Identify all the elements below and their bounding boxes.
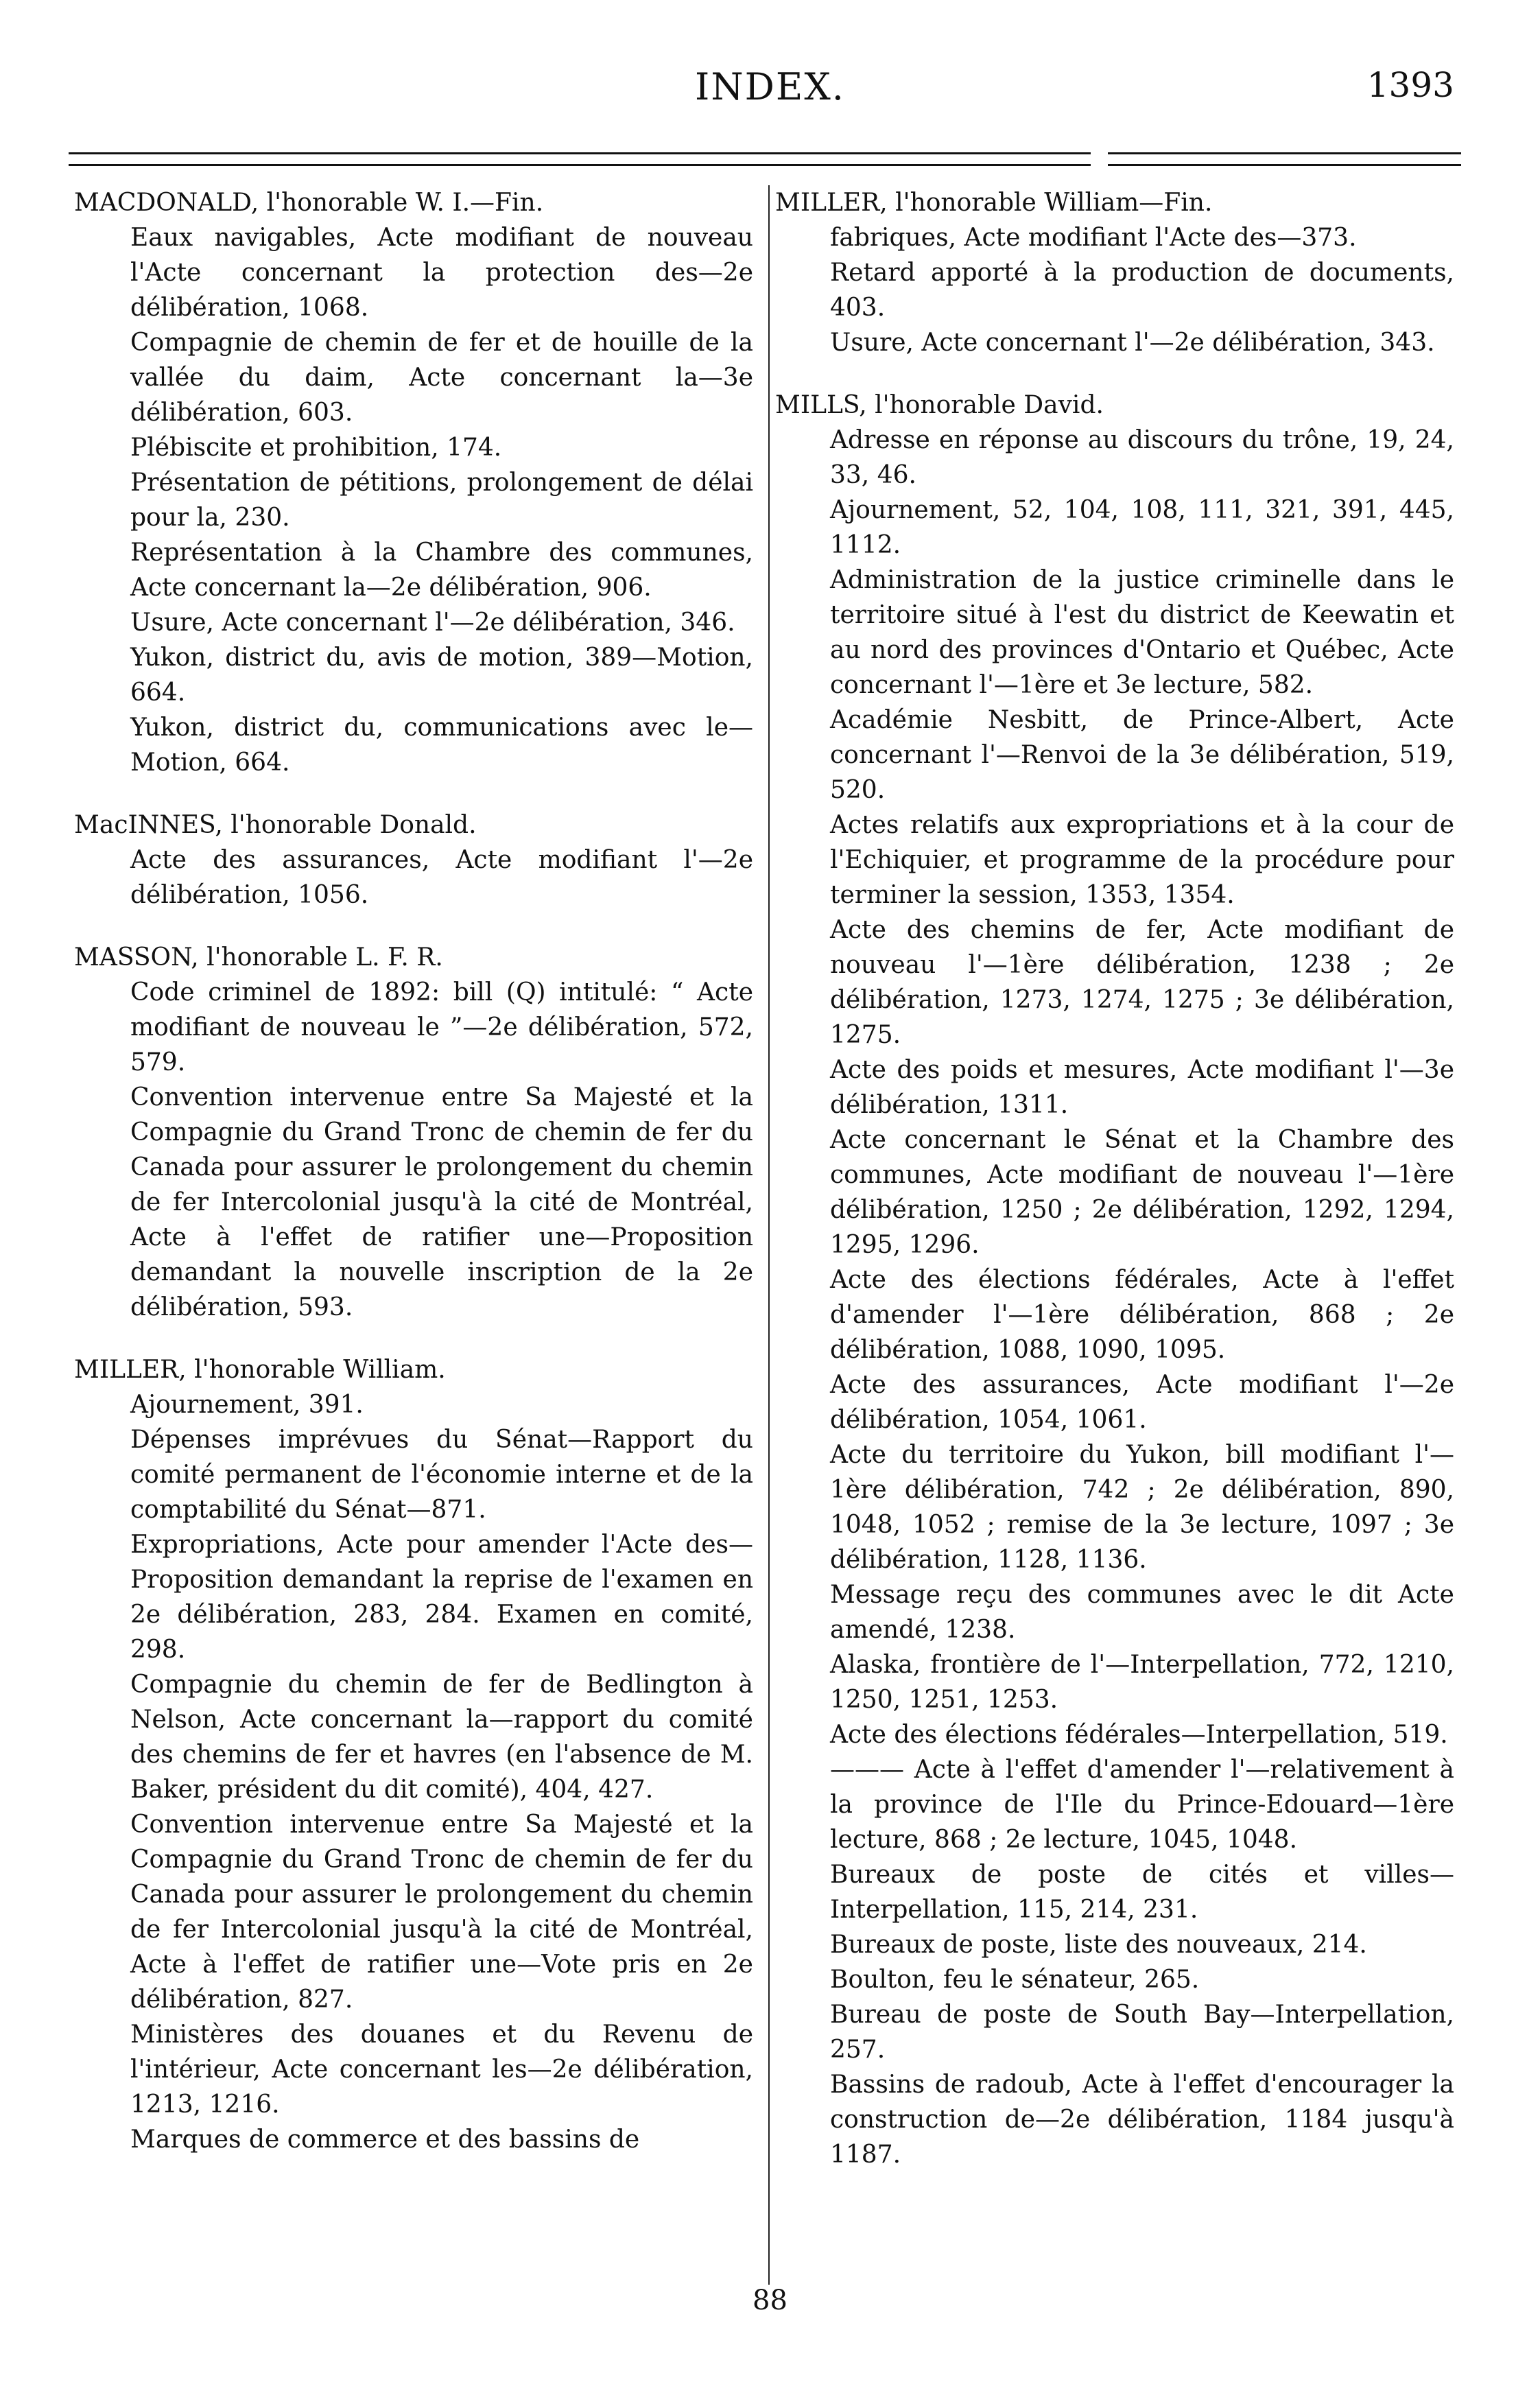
- entry-item: Représentation à la Chambre des communes, Acte concernant la—2e délibération, 906.: [130, 539, 753, 602]
- entry-name: MILLER, l'honorable William—Fin.: [775, 189, 1213, 217]
- header-rule-left: [69, 152, 1091, 166]
- entry-name: MILLS, l'honorable David.: [775, 391, 1104, 419]
- entry-item: Présentation de pétitions, prolongement de délai pour la, 230.: [130, 469, 753, 532]
- entry-item: Convention intervenue entre Sa Majesté et la Compagnie du Grand Tronc de chemin de fer du Canada pour assurer le prolongement du chemin de fer Intercolonial jusqu'à la cité de Montréal, Acte à l'effet de ratifier une—Proposition demandant la nouvelle inscription de la 2e délibération, 593.: [130, 1083, 753, 1321]
- entry-item: Acte du territoire du Yukon, bill modifiant l'—1ère délibération, 742 ; 2e délibération, 890, 1048, 1052 ; remise de la 3e lecture, 1097 ; 3e délibération, 1128, 1136.: [830, 1441, 1454, 1574]
- entry-item: Acte des chemins de fer, Acte modifiant de nouveau l'—1ère délibération, 1238 ; 2e délibération, 1273, 1274, 1275 ; 3e délibération, 1275.: [830, 916, 1454, 1049]
- entry-name: MACDONALD, l'honorable W. I.—Fin.: [74, 189, 544, 217]
- entry-item: ——— Acte à l'effet d'amender l'—relativement à la province de l'Ile du Prince-Edouard—1ère lecture, 868 ; 2e lecture, 1045, 1048.: [830, 1756, 1454, 1854]
- entry-item: Administration de la justice criminelle dans le territoire situé à l'est du district de Keewatin et au nord des provinces d'Ontario et Québec, Acte concernant l'—1ère et 3e lecture, 582.: [830, 566, 1454, 699]
- entry-item: Académie Nesbitt, de Prince-Albert, Acte concernant l'—Renvoi de la 3e délibération, 519, 520.: [830, 706, 1454, 804]
- entry-item: Compagnie du chemin de fer de Bedlington à Nelson, Acte concernant la—rapport du comité des chemins de fer et havres (en l'absence de M. Baker, président du dit comité), 404, 427.: [130, 1671, 753, 1804]
- index-entry: [74, 808, 753, 912]
- entry-item: Adresse en réponse au discours du trône, 19, 24, 33, 46.: [830, 426, 1454, 489]
- entry-item: Acte des assurances, Acte modifiant l'—2e délibération, 1054, 1061.: [830, 1371, 1454, 1434]
- column-divider: [768, 185, 770, 2285]
- index-entry: [775, 388, 1454, 2172]
- entry-item: Dépenses imprévues du Sénat—Rapport du comité permanent de l'économie interne et de la comptabilité du Sénat—871.: [130, 1426, 753, 1524]
- index-entry: [775, 185, 1454, 360]
- entry-item: Marques de commerce et des bassins de: [130, 2126, 640, 2154]
- index-entry: [74, 1352, 753, 2157]
- entry-item: Alaska, frontière de l'—Interpellation, 772, 1210, 1250, 1251, 1253.: [830, 1651, 1454, 1714]
- index-entry: [74, 940, 753, 1325]
- entry-item: Expropriations, Acte pour amender l'Acte des—Proposition demandant la reprise de l'examen en 2e délibération, 283, 284. Examen en comité, 298.: [130, 1531, 753, 1664]
- entry-item: Retard apporté à la production de documents, 403.: [830, 259, 1454, 322]
- entry-item: Usure, Acte concernant l'—2e délibération, 343.: [830, 329, 1435, 357]
- entry-item: Code criminel de 1892: bill (Q) intitulé: “ Acte modifiant de nouveau le ”—2e délibération, 572, 579.: [130, 978, 753, 1076]
- entry-item: Yukon, district du, avis de motion, 389—Motion, 664.: [130, 644, 753, 707]
- page-title: INDEX.: [695, 65, 845, 108]
- entry-item: Acte des élections fédérales—Interpellation, 519.: [830, 1721, 1448, 1749]
- entry-item: Compagnie de chemin de fer et de houille de la vallée du daim, Acte concernant la—3e délibération, 603.: [130, 329, 753, 427]
- entry-item: Convention intervenue entre Sa Majesté et la Compagnie du Grand Tronc de chemin de fer du Canada pour assurer le prolongement du chemin de fer Intercolonial jusqu'à la cité de Montréal, Acte à l'effet de ratifier une—Vote pris en 2e délibération, 827.: [130, 1811, 753, 2014]
- entry-item: Ministères des douanes et du Revenu de l'intérieur, Acte concernant les—2e délibération, 1213, 1216.: [130, 2021, 753, 2119]
- entry-item: Usure, Acte concernant l'—2e délibération, 346.: [130, 609, 735, 637]
- entry-name: MacINNES, l'honorable Donald.: [74, 811, 477, 839]
- entry-item: Bureau de poste de South Bay—Interpellation, 257.: [830, 2001, 1454, 2064]
- entry-item: Acte des élections fédérales, Acte à l'effet d'amender l'—1ère délibération, 868 ; 2e délibération, 1088, 1090, 1095.: [830, 1266, 1454, 1364]
- header-rule-right: [1108, 152, 1461, 166]
- entry-item: Eaux navigables, Acte modifiant de nouveau l'Acte concernant la protection des—2e délibération, 1068.: [130, 224, 753, 322]
- signature-mark: 88: [753, 2285, 787, 2316]
- left-column: [74, 185, 753, 2185]
- entry-item: Plébiscite et prohibition, 174.: [130, 434, 502, 462]
- index-entry: [74, 185, 753, 780]
- entry-item: fabriques, Acte modifiant l'Acte des—373.: [830, 224, 1357, 252]
- entry-item: Ajournement, 52, 104, 108, 111, 321, 391, 445, 1112.: [830, 496, 1454, 559]
- entry-item: Bureaux de poste de cités et villes—Interpellation, 115, 214, 231.: [830, 1861, 1454, 1924]
- entry-item: Actes relatifs aux expropriations et à la cour de l'Echiquier, et programme de la procédure pour terminer la session, 1353, 1354.: [830, 811, 1454, 909]
- entry-item: Message reçu des communes avec le dit Acte amendé, 1238.: [830, 1581, 1454, 1644]
- right-column: [775, 185, 1454, 2200]
- entry-item: Acte concernant le Sénat et la Chambre des communes, Acte modifiant de nouveau l'—1ère délibération, 1250 ; 2e délibération, 1292, 1294, 1295, 1296.: [830, 1126, 1454, 1259]
- entry-item: Ajournement, 391.: [130, 1391, 364, 1419]
- entry-item: Bassins de radoub, Acte à l'effet d'encourager la construction de—2e délibération, 1184 jusqu'à 1187.: [830, 2071, 1454, 2169]
- entry-item: Bureaux de poste, liste des nouveaux, 214.: [830, 1931, 1367, 1959]
- entry-item: Boulton, feu le sénateur, 265.: [830, 1966, 1200, 1994]
- entry-item: Acte des assurances, Acte modifiant l'—2e délibération, 1056.: [130, 846, 753, 909]
- entry-item: Acte des poids et mesures, Acte modifiant l'—3e délibération, 1311.: [830, 1056, 1454, 1119]
- entry-item: Yukon, district du, communications avec le—Motion, 664.: [130, 714, 753, 777]
- entry-name: MILLER, l'honorable William.: [74, 1356, 446, 1384]
- entry-name: MASSON, l'honorable L. F. R.: [74, 943, 443, 972]
- page-number: 1393: [1366, 65, 1454, 105]
